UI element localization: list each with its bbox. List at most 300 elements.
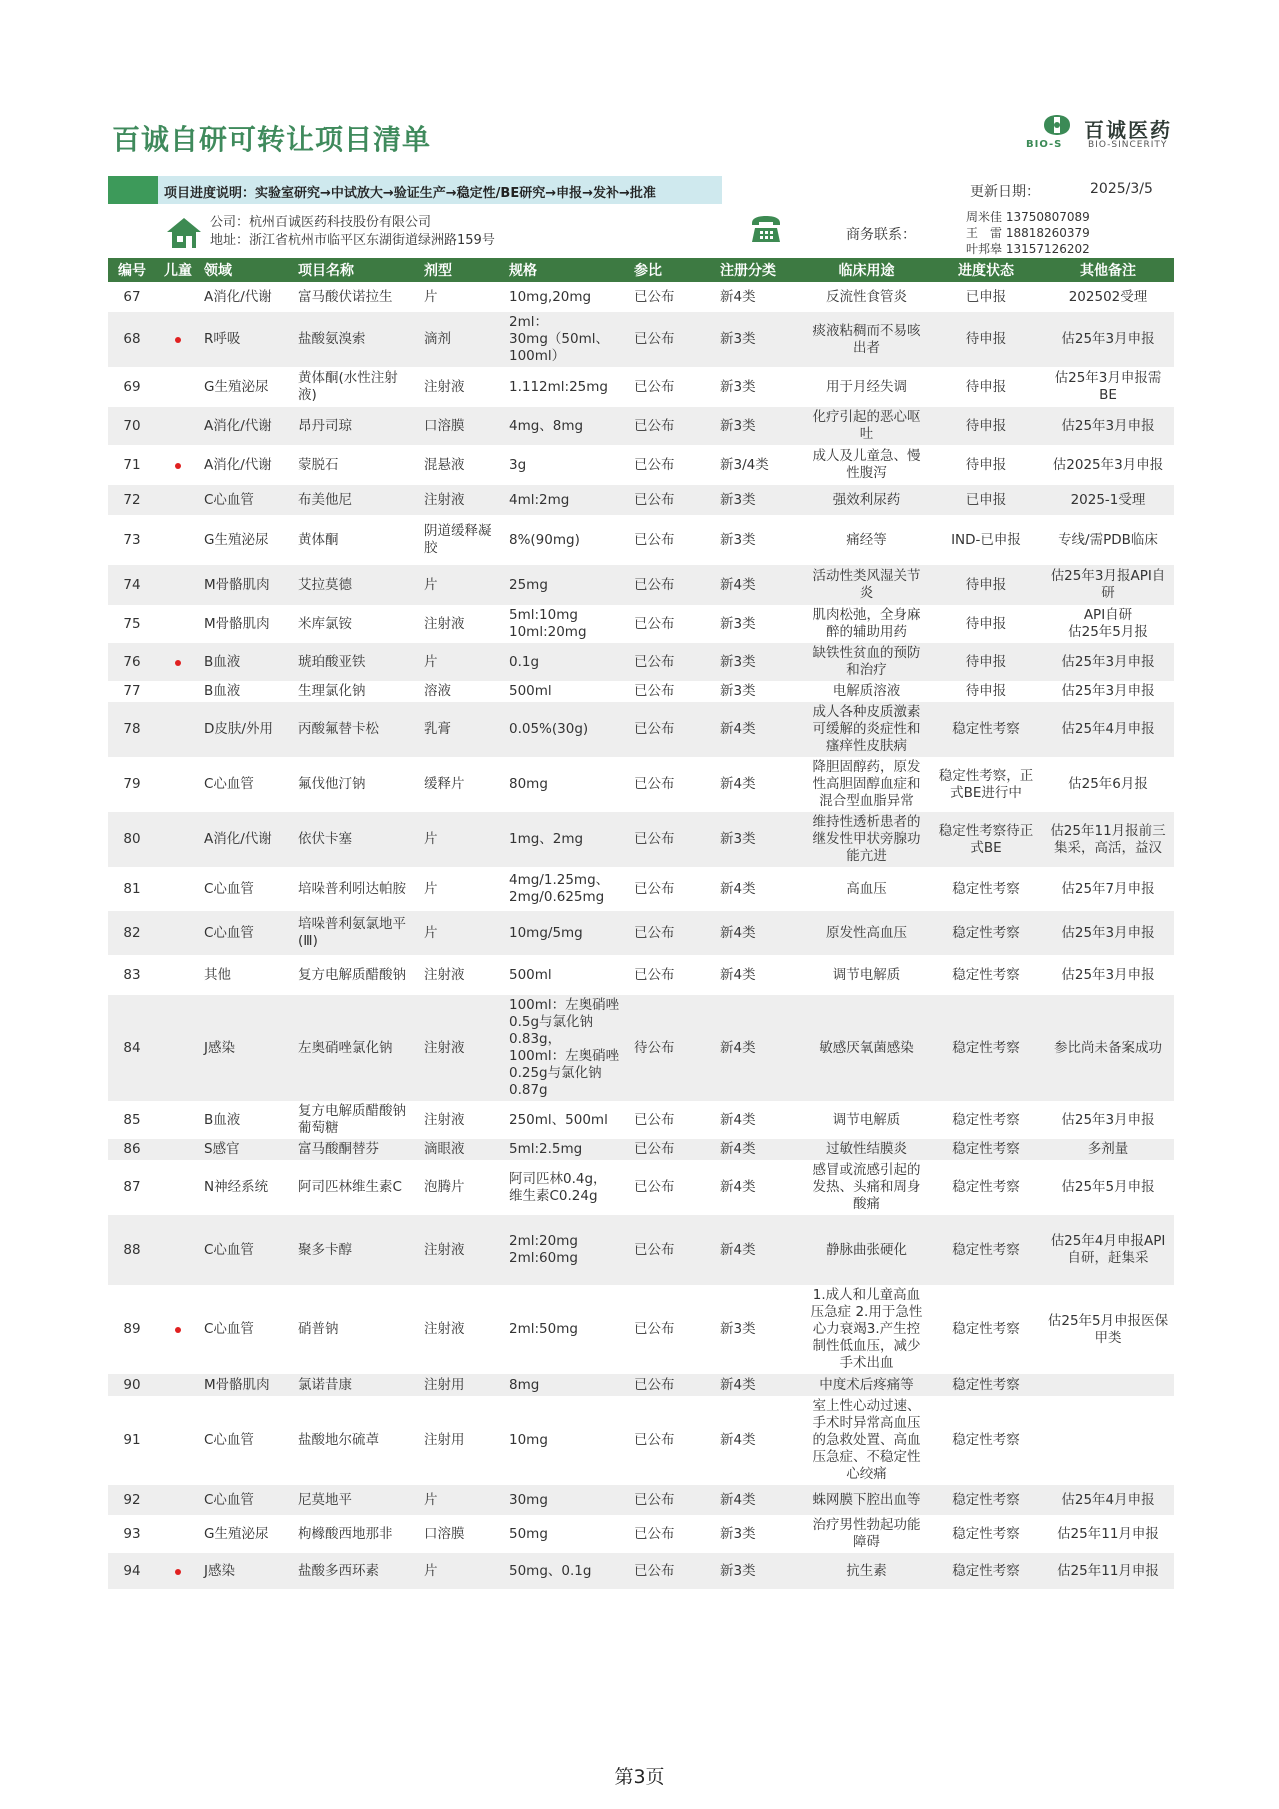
cell-note: 专线/需PDB临床 [1042,515,1174,565]
cell-child [156,282,200,312]
cell-status: 稳定性考察 [930,1485,1042,1515]
cell-status: 已申报 [930,282,1042,312]
cell-spec: 500ml [505,681,630,702]
child-marker-icon [175,660,181,666]
cell-note: 估25年3月申报 [1042,312,1174,367]
cell-spec: 5ml:2.5mg [505,1139,630,1160]
cell-use: 室上性心动过速、手术时异常高血压的急救处置、高血压急症、不稳定性心绞痛 [803,1396,930,1485]
cell-note: 参比尚未备案成功 [1042,995,1174,1101]
cell-note: 估25年3月申报 [1042,1101,1174,1139]
table-row [108,515,1174,565]
table-row [108,1285,1174,1374]
table-row [108,681,1174,702]
cell-field: C心血管 [200,1396,294,1485]
cell-field: A消化/代谢 [200,812,294,867]
cell-use: 成人及儿童急、慢性腹泻 [803,445,930,485]
page-number: 第3页 [614,1766,665,1788]
company-info [210,214,495,250]
cell-form: 注射液 [420,1215,505,1285]
cell-child [156,955,200,995]
update-label: 更新日期： [970,184,1040,200]
cell-id: 70 [108,407,156,445]
cell-status: 稳定性考察 [930,1215,1042,1285]
cell-note: 估25年11月申报 [1042,1553,1174,1589]
cell-child [156,1396,200,1485]
cell-form: 注射用 [420,1374,505,1396]
cell-note: 估25年3月申报 [1042,955,1174,995]
cell-note: 估25年6月报 [1042,757,1174,812]
cell-spec: 3g [505,445,630,485]
cell-status: 稳定性考察 [930,1553,1042,1589]
cell-child [156,812,200,867]
cell-note: 估25年11月报前三集采，高活，益汉 [1042,812,1174,867]
child-marker-icon [175,1327,181,1333]
cell-child [156,1515,200,1553]
company-logo [1026,112,1176,152]
cell-status: 待申报 [930,681,1042,702]
cell-use: 抗生素 [803,1553,930,1589]
cell-ref: 已公布 [630,445,716,485]
cell-spec: 1.112ml:25mg [505,367,630,407]
cell-form: 片 [420,867,505,911]
cell-use: 过敏性结膜炎 [803,1139,930,1160]
column-header: 剂型 [420,258,505,282]
cell-category: 新3类 [716,681,803,702]
cell-id: 71 [108,445,156,485]
cell-child [156,407,200,445]
cell-child [156,1553,200,1589]
cell-ref: 已公布 [630,515,716,565]
cell-spec: 25mg [505,565,630,605]
cell-id: 90 [108,1374,156,1396]
column-header: 其他备注 [1042,258,1174,282]
cell-field: B血液 [200,681,294,702]
cell-status: 待申报 [930,367,1042,407]
cell-id: 84 [108,995,156,1101]
cell-ref: 已公布 [630,1160,716,1215]
logo-text-en: BIO-S [1026,139,1063,150]
project-table-wrap [108,258,1174,1589]
table-row [108,1485,1174,1515]
cell-name: 复方电解质醋酸钠葡萄糖 [294,1101,420,1139]
cell-field: A消化/代谢 [200,407,294,445]
table-row [108,643,1174,681]
cell-spec: 500ml [505,955,630,995]
column-header: 注册分类 [716,258,803,282]
cell-note: 估25年4月申报API自研，赶集采 [1042,1215,1174,1285]
cell-child [156,757,200,812]
cell-status: 待申报 [930,565,1042,605]
cell-child [156,867,200,911]
cell-note: 估25年5月申报医保甲类 [1042,1285,1174,1374]
cell-field: J感染 [200,995,294,1101]
cell-child [156,605,200,643]
cell-form: 溶液 [420,681,505,702]
cell-status: 待申报 [930,445,1042,485]
cell-status: 已申报 [930,485,1042,515]
cell-name: 生理氯化钠 [294,681,420,702]
cell-name: 氟伐他汀钠 [294,757,420,812]
cell-status: 待申报 [930,312,1042,367]
cell-child [156,911,200,955]
child-marker-icon [175,337,181,343]
table-row [108,1101,1174,1139]
cell-ref: 已公布 [630,1215,716,1285]
column-header: 编号 [108,258,156,282]
table-header-row [108,258,1174,282]
cell-use: 中度术后疼痛等 [803,1374,930,1396]
cell-ref: 已公布 [630,867,716,911]
cell-id: 80 [108,812,156,867]
cell-field: C心血管 [200,867,294,911]
cell-id: 85 [108,1101,156,1139]
cell-spec: 8%(90mg) [505,515,630,565]
cell-form: 滴剂 [420,312,505,367]
cell-field: G生殖泌尿 [200,1515,294,1553]
cell-name: 黄体酮 [294,515,420,565]
column-header: 临床用途 [803,258,930,282]
cell-ref: 已公布 [630,681,716,702]
cell-form: 乳膏 [420,702,505,757]
cell-spec: 10mg/5mg [505,911,630,955]
cell-ref: 已公布 [630,1485,716,1515]
cell-ref: 已公布 [630,282,716,312]
cell-status: 待申报 [930,643,1042,681]
table-row [108,407,1174,445]
cell-form: 注射液 [420,1285,505,1374]
cell-child [156,1485,200,1515]
house-icon [165,216,203,250]
cell-child [156,367,200,407]
table-row [108,702,1174,757]
cell-name: 氯诺昔康 [294,1374,420,1396]
table-row [108,757,1174,812]
cell-id: 73 [108,515,156,565]
cell-category: 新4类 [716,867,803,911]
cell-status: 稳定性考察 [930,911,1042,955]
table-row [108,565,1174,605]
cell-form: 口溶膜 [420,407,505,445]
cell-use: 降胆固醇药，原发性高胆固醇血症和混合型血脂异常 [803,757,930,812]
table-row [108,812,1174,867]
cell-form: 注射用 [420,1396,505,1485]
page-title: 百诚自研可转让项目清单 [112,123,432,156]
table-row [108,1374,1174,1396]
cell-status: IND-已申报 [930,515,1042,565]
cell-name: 硝普钠 [294,1285,420,1374]
cell-note: 估25年7月申报 [1042,867,1174,911]
cell-note: 估25年3月申报 [1042,643,1174,681]
table-row [108,995,1174,1101]
cell-id: 67 [108,282,156,312]
cell-note: 2025-1受理 [1042,485,1174,515]
cell-id: 82 [108,911,156,955]
cell-id: 81 [108,867,156,911]
cell-spec: 80mg [505,757,630,812]
cell-status: 稳定性考察 [930,702,1042,757]
cell-form: 片 [420,643,505,681]
cell-id: 92 [108,1485,156,1515]
cell-use: 用于月经失调 [803,367,930,407]
cell-category: 新3类 [716,643,803,681]
cell-form: 口溶膜 [420,1515,505,1553]
child-marker-icon [175,1569,181,1575]
cell-spec: 1mg、2mg [505,812,630,867]
cell-note: 估25年4月申报 [1042,1485,1174,1515]
project-table [108,258,1174,1589]
cell-name: 黄体酮(水性注射液) [294,367,420,407]
cell-form: 缓释片 [420,757,505,812]
cell-id: 75 [108,605,156,643]
cell-form: 注射液 [420,605,505,643]
cell-spec: 0.1g [505,643,630,681]
cell-ref: 已公布 [630,955,716,995]
cell-field: M骨骼肌肉 [200,605,294,643]
cell-category: 新4类 [716,955,803,995]
company-address: 地址：浙江省杭州市临平区东湖街道绿洲路159号 [210,233,495,248]
cell-id: 89 [108,1285,156,1374]
cell-spec: 8mg [505,1374,630,1396]
cell-field: B血液 [200,1101,294,1139]
cell-child [156,995,200,1101]
logo-text-en-sub: BIO-SINCERITY [1088,140,1168,150]
cell-id: 76 [108,643,156,681]
cell-status: 稳定性考察 [930,1139,1042,1160]
cell-use: 高血压 [803,867,930,911]
cell-category: 新3类 [716,312,803,367]
cell-spec: 2ml:20mg 2ml:60mg [505,1215,630,1285]
column-header: 规格 [505,258,630,282]
cell-id: 93 [108,1515,156,1553]
cell-use: 化疗引起的恶心呕吐 [803,407,930,445]
cell-name: 富马酸酮替芬 [294,1139,420,1160]
cell-name: 复方电解质醋酸钠 [294,955,420,995]
cell-spec: 10mg,20mg [505,282,630,312]
cell-id: 74 [108,565,156,605]
cell-use: 1.成人和儿童高血压急症 2.用于急性心力衰竭3.产生控制性低血压，减少手术出血 [803,1285,930,1374]
cell-id: 68 [108,312,156,367]
cell-form: 阴道缓释凝胶 [420,515,505,565]
cell-note: 估25年5月申报 [1042,1160,1174,1215]
cell-child [156,565,200,605]
cell-field: A消化/代谢 [200,282,294,312]
cell-name: 昂丹司琼 [294,407,420,445]
cell-note: 估25年3月申报 [1042,407,1174,445]
cell-field: C心血管 [200,911,294,955]
cell-child [156,1101,200,1139]
cell-use: 强效利尿药 [803,485,930,515]
cell-spec: 阿司匹林0.4g， 维生素C0.24g [505,1160,630,1215]
column-header: 儿童 [156,258,200,282]
cell-id: 94 [108,1553,156,1589]
table-row [108,955,1174,995]
cell-ref: 已公布 [630,312,716,367]
cell-field: C心血管 [200,485,294,515]
cell-spec: 30mg [505,1485,630,1515]
cell-name: 富马酸伏诺拉生 [294,282,420,312]
cell-use: 调节电解质 [803,1101,930,1139]
cell-use: 治疗男性勃起功能障碍 [803,1515,930,1553]
cell-ref: 已公布 [630,605,716,643]
cell-category: 新4类 [716,1396,803,1485]
cell-use: 肌肉松弛，全身麻醉的辅助用药 [803,605,930,643]
cell-id: 86 [108,1139,156,1160]
table-row [108,605,1174,643]
cell-category: 新3类 [716,1285,803,1374]
cell-name: 盐酸氨溴索 [294,312,420,367]
cell-status: 稳定性考察，正式BE进行中 [930,757,1042,812]
cell-status: 稳定性考察 [930,1396,1042,1485]
cell-use: 痛经等 [803,515,930,565]
progress-note: 项目进度说明：实验室研究→中试放大→验证生产→稳定性/BE研究→申报→发补→批准 [164,186,656,201]
child-marker-icon [175,463,181,469]
cell-form: 泡腾片 [420,1160,505,1215]
cell-id: 83 [108,955,156,995]
cell-ref: 已公布 [630,1515,716,1553]
cell-status: 稳定性考察 [930,1160,1042,1215]
cell-name: 琥珀酸亚铁 [294,643,420,681]
table-row [108,282,1174,312]
table-row [108,445,1174,485]
cell-category: 新4类 [716,1160,803,1215]
cell-ref: 已公布 [630,911,716,955]
cell-use: 敏感厌氧菌感染 [803,995,930,1101]
cell-use: 活动性类风湿关节炎 [803,565,930,605]
cell-note: API自研 估25年5月报 [1042,605,1174,643]
cell-ref: 已公布 [630,1374,716,1396]
cell-field: B血液 [200,643,294,681]
cell-field: C心血管 [200,1215,294,1285]
cell-child [156,681,200,702]
cell-note: 估2025年3月申报 [1042,445,1174,485]
cell-name: 米库氯铵 [294,605,420,643]
cell-use: 缺铁性贫血的预防和治疗 [803,643,930,681]
table-row [108,1215,1174,1285]
cell-field: D皮肤/外用 [200,702,294,757]
cell-id: 72 [108,485,156,515]
cell-status: 稳定性考察 [930,1515,1042,1553]
cell-status: 稳定性考察 [930,1101,1042,1139]
cell-status: 稳定性考察 [930,995,1042,1101]
cell-category: 新4类 [716,911,803,955]
logo-mark-icon [1040,114,1074,136]
cell-name: 左奥硝唑氯化钠 [294,995,420,1101]
cell-name: 盐酸地尔硫䓬 [294,1396,420,1485]
cell-ref: 已公布 [630,1101,716,1139]
cell-form: 片 [420,1485,505,1515]
update-date: 2025/3/5 [1090,181,1153,197]
cell-form: 片 [420,911,505,955]
cell-status: 稳定性考察 [930,955,1042,995]
cell-form: 注射液 [420,955,505,995]
cell-ref: 待公布 [630,995,716,1101]
table-body [108,282,1174,1589]
cell-form: 片 [420,812,505,867]
cell-name: 枸橼酸西地那非 [294,1515,420,1553]
cell-spec: 2ml： 30mg（50ml、 100ml） [505,312,630,367]
cell-form: 注射液 [420,995,505,1101]
progress-band-accent [108,176,158,204]
cell-form: 片 [420,282,505,312]
cell-spec: 4ml:2mg [505,485,630,515]
cell-spec: 2ml:50mg [505,1285,630,1374]
cell-name: 培哚普利氨氯地平(Ⅲ) [294,911,420,955]
cell-ref: 已公布 [630,702,716,757]
cell-ref: 已公布 [630,407,716,445]
cell-category: 新4类 [716,757,803,812]
cell-form: 混悬液 [420,445,505,485]
cell-id: 77 [108,681,156,702]
cell-id: 69 [108,367,156,407]
cell-field: J感染 [200,1553,294,1589]
cell-category: 新3类 [716,812,803,867]
cell-spec: 100ml：左奥硝唑 0.5g与氯化钠 0.83g， 100ml：左奥硝唑 0.25g与氯化钠 0.87g [505,995,630,1101]
cell-use: 反流性食管炎 [803,282,930,312]
table-row [108,911,1174,955]
cell-form: 滴眼液 [420,1139,505,1160]
cell-category: 新4类 [716,1139,803,1160]
cell-use: 维持性透析患者的继发性甲状旁腺功能亢进 [803,812,930,867]
cell-child [156,1285,200,1374]
cell-status: 待申报 [930,407,1042,445]
cell-status: 稳定性考察 [930,1285,1042,1374]
table-row [108,1553,1174,1589]
cell-use: 原发性高血压 [803,911,930,955]
cell-note: 202502受理 [1042,282,1174,312]
cell-use: 痰液粘稠而不易咳出者 [803,312,930,367]
cell-ref: 已公布 [630,1139,716,1160]
cell-spec: 5ml:10mg 10ml:20mg [505,605,630,643]
cell-category: 新4类 [716,1374,803,1396]
cell-category: 新4类 [716,282,803,312]
cell-category: 新3类 [716,1553,803,1589]
cell-category: 新3类 [716,367,803,407]
table-row [108,1160,1174,1215]
cell-ref: 已公布 [630,757,716,812]
cell-field: C心血管 [200,1285,294,1374]
cell-ref: 已公布 [630,1285,716,1374]
cell-note: 估25年3月报API自研 [1042,565,1174,605]
cell-status: 稳定性考察待正式BE [930,812,1042,867]
cell-child [156,702,200,757]
cell-note: 估25年3月申报需BE [1042,367,1174,407]
column-header: 参比 [630,258,716,282]
table-row [108,1396,1174,1485]
cell-use: 调节电解质 [803,955,930,995]
table-row [108,1139,1174,1160]
cell-id: 79 [108,757,156,812]
cell-form: 片 [420,565,505,605]
cell-use: 静脉曲张硬化 [803,1215,930,1285]
cell-note: 估25年11月申报 [1042,1515,1174,1553]
cell-field: G生殖泌尿 [200,367,294,407]
table-row [108,867,1174,911]
cell-category: 新4类 [716,702,803,757]
cell-ref: 已公布 [630,1396,716,1485]
cell-name: 依伏卡塞 [294,812,420,867]
cell-category: 新4类 [716,565,803,605]
cell-ref: 已公布 [630,367,716,407]
cell-field: C心血管 [200,757,294,812]
cell-child [156,1374,200,1396]
cell-name: 聚多卡醇 [294,1215,420,1285]
cell-ref: 已公布 [630,812,716,867]
cell-name: 艾拉莫德 [294,565,420,605]
cell-field: M骨骼肌肉 [200,565,294,605]
cell-field: G生殖泌尿 [200,515,294,565]
contact-item: 周米佳 13750807089 [966,210,1090,224]
cell-name: 丙酸氟替卡松 [294,702,420,757]
